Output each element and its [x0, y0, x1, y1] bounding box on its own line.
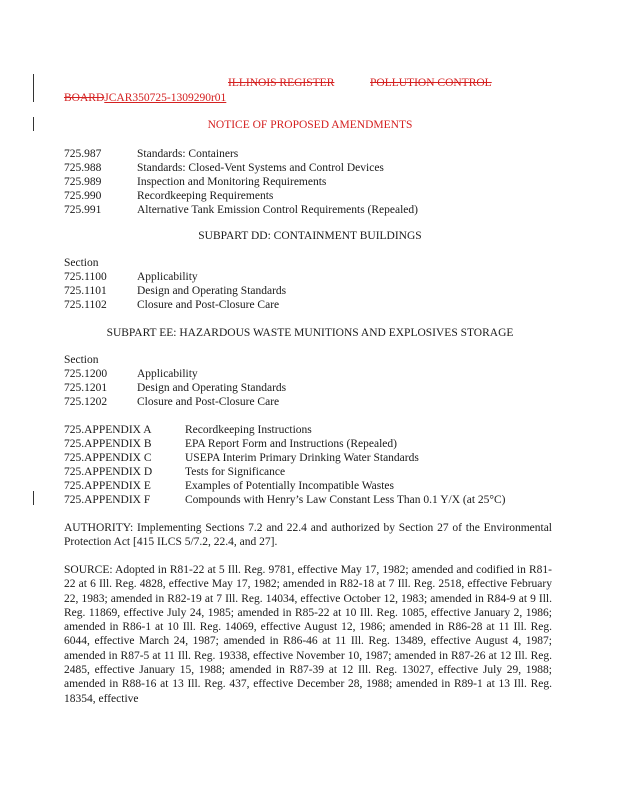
appendix-row: 725.APPENDIX C USEPA Interim Primary Drinking Water Standards — [64, 452, 419, 464]
subpart-dd-title: SUBPART DD: CONTAINMENT BUILDINGS — [198, 230, 422, 242]
appendix-row: 725.APPENDIX E Examples of Potentially Incompatible Wastes — [64, 480, 395, 492]
section-row: 725.1201 Design and Operating Standards — [64, 382, 287, 394]
section-row: 725.1102 Closure and Post-Closure Care — [64, 299, 280, 311]
header-board — [64, 92, 226, 104]
section-row: 725.991 Alternative Tank Emission Control Requirements (Repealed) — [64, 204, 418, 216]
change-bar — [33, 74, 34, 102]
section-row: 725.989 Inspection and Monitoring Requirements — [64, 176, 327, 188]
appendix-row: 725.APPENDIX A Recordkeeping Instructions — [64, 424, 312, 436]
notice-title: NOTICE OF PROPOSED AMENDMENTS — [207, 119, 413, 131]
section-row: 725.990 Recordkeeping Requirements — [64, 190, 274, 202]
header-register: ILLINOIS REGISTER — [228, 77, 335, 89]
appendix-row: 725.APPENDIX D Tests for Significance — [64, 466, 286, 478]
source-paragraph: SOURCE: Adopted in R81-22 at 5 Ill. Reg. 9781, effective May 17, 1982; amended and codified in R81-22 at 6 Ill. Reg. 4828, effective May 17, 1982; amended in R82-18 at 7 Ill. Reg. 2518, effective February 22, 1983; amended in R82-19 at 7 Ill. Reg. 14034, effective October 12, 1983; amended in R84-9 at 9 Ill. Reg. 11869, effective July 24, 1985; amended in R85-22 at 10 Ill. Reg. 1085, effective January 2, 1986; amended in R86-1 at 10 Ill. Reg. 14069, effective August 12, 1986; amended in R86-28 at 11 Ill. Reg. 6044, effective March 24, 1987; amended in R86-46 at 11 Ill. Reg. 13489, effective August 4, 1987; amended in R87-5 at 11 Ill. Reg. 19338, effective November 10, 1987; amended in R87-26 at 12 Ill. Reg. 2485, effective January 15, 1988; amended in R87-39 at 12 Ill. Reg. 13027, effective July 29, 1988; amended in R88-16 at 13 Ill. Reg. 437, effective December 28, 1988; amended in R89-1 at 13 Ill. Reg. 18354, effective — [64, 564, 552, 705]
section-row: 725.1202 Closure and Post-Closure Care — [64, 396, 280, 408]
appendix-row: 725.APPENDIX F Compounds with Henry’s Law Constant Less Than 0.1 Y/X (at 25°C) — [64, 494, 506, 506]
section-row: 725.1101 Design and Operating Standards — [64, 285, 287, 297]
board-label: BOARD — [64, 92, 105, 104]
jcar-code: JCAR350725-1309290r01 — [104, 92, 227, 104]
section-row: 725.1200 Applicability — [64, 368, 198, 380]
section-label: Section — [64, 257, 99, 269]
section-row: 725.987 Standards: Containers — [64, 148, 239, 160]
subpart-ee-title: SUBPART EE: HAZARDOUS WASTE MUNITIONS AND EXPLOSIVES STORAGE — [106, 327, 514, 339]
section-label: Section — [64, 354, 99, 366]
change-bar — [33, 491, 34, 505]
section-row: 725.1100 Applicability — [64, 271, 198, 283]
appendix-row: 725.APPENDIX B EPA Report Form and Instructions (Repealed) — [64, 438, 397, 450]
section-row: 725.988 Standards: Closed-Vent Systems and Control Devices — [64, 162, 384, 174]
authority-paragraph: AUTHORITY: Implementing Sections 7.2 and 22.4 and authorized by Section 27 of the Environmental Protection Act [415 ILCS 5/7.2, 22.4, and 27]. — [64, 522, 552, 549]
header-pollution-control: POLLUTION CONTROL — [370, 77, 492, 89]
